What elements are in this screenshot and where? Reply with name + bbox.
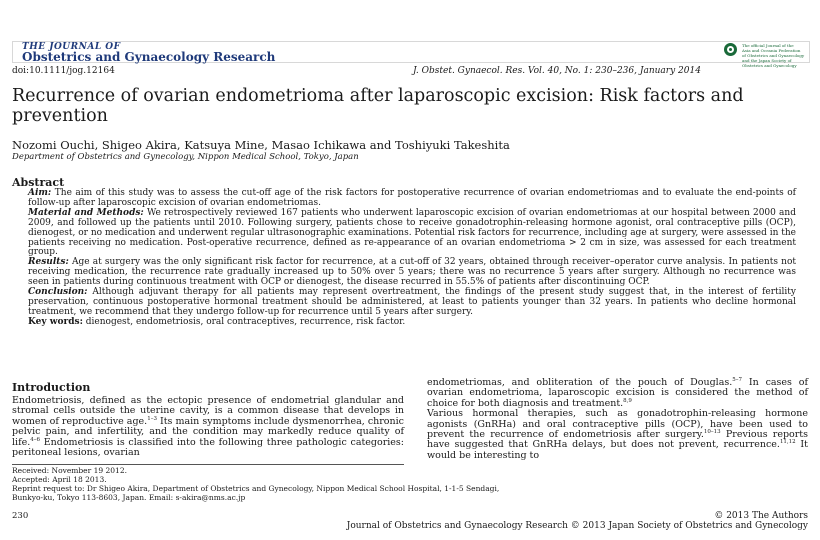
footnote-divider (12, 464, 404, 465)
reference: 1–3 (147, 415, 157, 422)
footnote (12, 466, 500, 502)
methods-label: Material and Methods: (28, 207, 144, 218)
keywords-text: dienogest, endometriosis, oral contraceptives, recurrence, risk factor. (85, 316, 406, 327)
intro-right-column (427, 378, 808, 461)
reference: 8,9 (623, 397, 632, 404)
copyright-authors: © 2013 The Authors (714, 511, 808, 521)
intro-text: Various hormonal therapies, such as gonadotrophin-releasing hormone agonists (GnRHa) and oral contraceptive pills (OCP), have been used to prevent the recurrence of endometriosis after surgery. (427, 408, 808, 441)
received-date: Received: November 19 2012. (12, 466, 127, 475)
intro-text: It would be interesting to (427, 439, 808, 461)
abstract-aim (28, 189, 796, 209)
society-line: of Obstetrics and Gynaecology (742, 53, 805, 58)
article-title: Recurrence of ovarian endometrioma after laparoscopic excision: Risk factors and prevention (12, 86, 744, 126)
results-label: Results: (28, 257, 69, 268)
intro-text: Its main symptoms include dysmenorrhea, chronic pelvic pain, and infertility, and the condition may markedly reduce quality of life. (12, 415, 404, 448)
accepted-date: Accepted: April 18 2013. (12, 475, 107, 484)
society-line: The official Journal of the (742, 43, 794, 48)
abstract-keywords (28, 318, 796, 328)
reprint-request: Reprint request to: Dr Shigeo Akira, Department of Obstetrics and Gynecology, Nippon Medical School Hospital, 1-1-5 Sendagi, (12, 484, 500, 493)
intro-paragraph (427, 378, 808, 409)
society-line: Obstetrics and Gynecology (742, 63, 797, 68)
journal-the: THE JOURNAL OF (22, 42, 121, 52)
society-logo-icon (724, 43, 737, 56)
reference: 10–13 (703, 428, 721, 435)
abstract-methods (28, 209, 796, 259)
abstract-results (28, 258, 796, 288)
aim-label: Aim: (28, 188, 52, 198)
society-line: and the Japan Society of (742, 58, 792, 63)
reprint-address: Bunkyo-ku, Tokyo 113-8603, Japan. Email: s-akira@nms.ac.jp (12, 493, 246, 502)
intro-text: Endometriosis, defined as the ectopic presence of endometrial glandular and stromal cells outside the uterine cavity, is a common disease that develops in women of reproductive age. (12, 395, 404, 427)
affiliation: Department of Obstetrics and Gynecology, Nippon Medical School, Tokyo, Japan (12, 152, 359, 162)
intro-text: Endometriosis is classified into the following three pathologic categories: peritoneal lesions, ovarian (12, 436, 404, 459)
abstract-body (28, 189, 796, 328)
copyright-journal: Journal of Obstetrics and Gynaecology Research © 2013 Japan Society of Obstetrics and Gynecology (346, 521, 808, 531)
results-text: Age at surgery was the only significant risk factor for recurrence, at a cut-off of 32 years, obtained through receiver–operator curve analysis. In patients not receiving medication, the recurrence rate gradually increased up to 50% over 5 years; there was no recurrence 5 years after surgery. Although no recurrence was seen in patients during continuous treatment with OCP or dienogest, the disease recurred in 55.5% of patients after discontinuing OCP. (28, 257, 796, 288)
abstract-heading: Abstract (12, 176, 65, 189)
citation: J. Obstet. Gynaecol. Res. Vol. 40, No. 1: 230–236, January 2014 (413, 66, 701, 76)
journal-name: Obstetrics and Gynaecology Research (22, 50, 276, 64)
aim-text: The aim of this study was to assess the cut-off age of the risk factors for postoperative recurrence of ovarian endometriomas and to evaluate the end-points of follow-up after laparoscopic excision of ovarian endometriomas. (28, 188, 796, 208)
introduction-heading: Introduction (12, 381, 91, 394)
intro-text: Previous reports have suggested that GnRHa delays, but does not prevent, recurrence. (427, 429, 809, 451)
intro-left-column (12, 396, 404, 458)
doi: doi:10.1111/jog.12164 (12, 66, 115, 76)
page-number: 230 (12, 511, 29, 521)
intro-paragraph (12, 396, 404, 458)
abstract-conclusion (28, 288, 796, 318)
reference: 11,12 (779, 439, 796, 446)
reference: 5–7 (732, 376, 743, 383)
keywords-label: Key words: (28, 316, 83, 327)
conclusion-label: Conclusion: (28, 287, 88, 298)
intro-text: endometriomas, and obliteration of the pouch of Douglas. (427, 377, 733, 388)
methods-text: We retrospectively reviewed 167 patients who underwent laparoscopic excision of ovarian endometriomas at our hospital between 2000 and 2009, and followed up the patients until 2010. Following surgery, patients chose to receive gonadotrophin-releasing hormone agonist, oral contraceptive pills (OCP), dienogest, or no medication and underwent regular ultrasonographic examinations. Potential risk factors for recurrence, including age at surgery, were assessed in the patients receiving no medication. Post-operative recurrence, defined as re-appearance of an ovarian endometrioma > 2 cm in size, was assessed for each treatment group. (28, 207, 796, 258)
intro-paragraph (427, 409, 808, 461)
conclusion-text: Although adjuvant therapy for all patients may represent overtreatment, the findings of the present study suggest that, in the interest of fertility preservation, continuous postoperative hormonal treatment should be administered, at least to patients younger than 32 years. In patients who decline hormonal treatment, we recommend that they undergo follow-up for recurrence until 5 years after surgery. (28, 287, 796, 317)
intro-text: In cases of ovarian endometrioma, laparoscopic excision is considered the method of choice for both diagnosis and treatment. (427, 377, 808, 409)
authors: Nozomi Ouchi, Shigeo Akira, Katsuya Mine, Masao Ichikawa and Toshiyuki Takeshita (12, 138, 510, 152)
society-line: Asia and Oceania Federation (742, 48, 801, 53)
society-text (742, 43, 806, 68)
reference: 4–6 (30, 436, 40, 443)
